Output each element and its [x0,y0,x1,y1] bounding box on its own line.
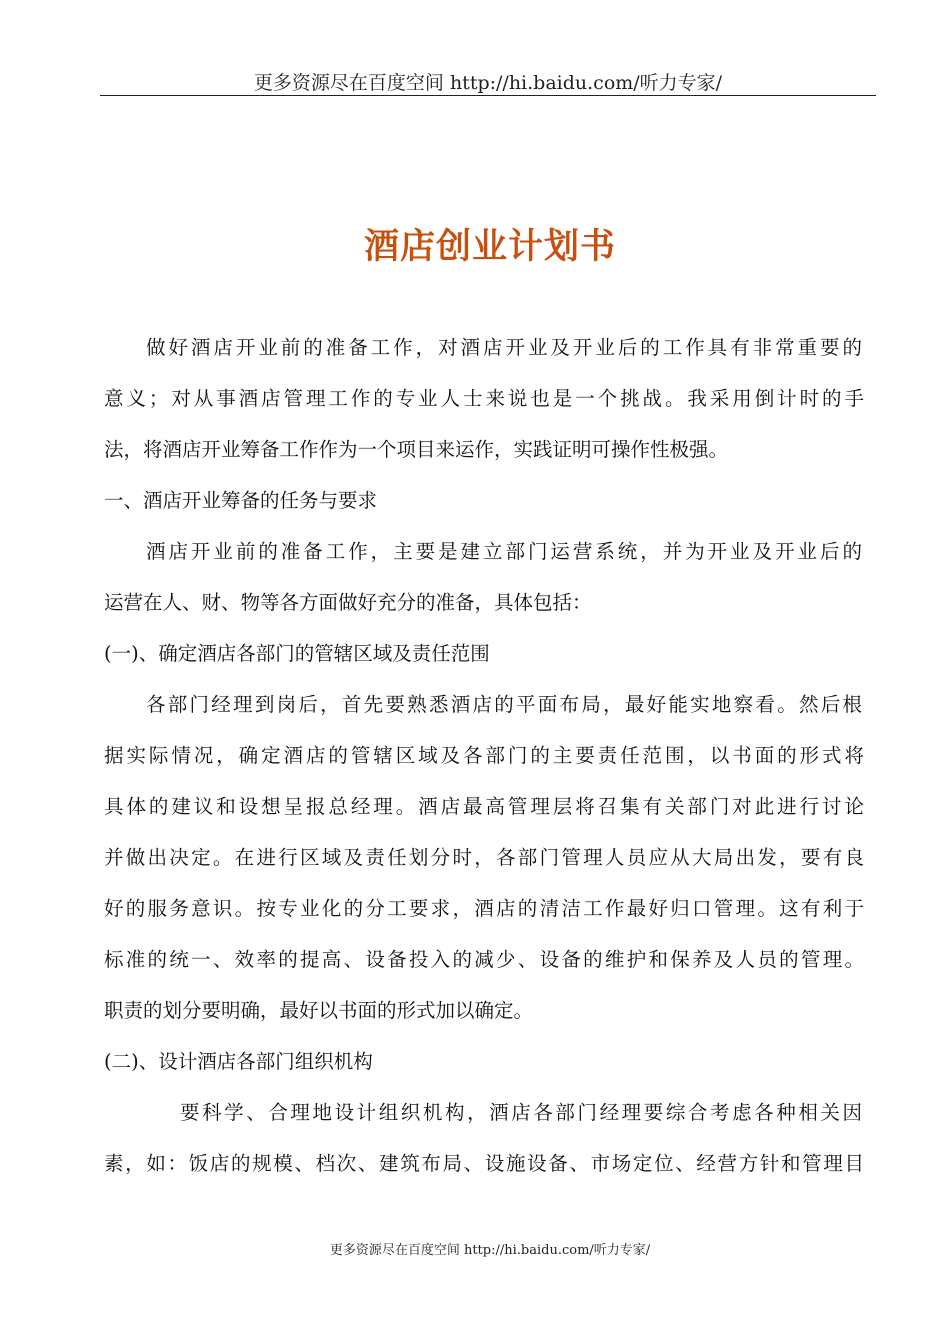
paragraph-line: 运营在人、财、物等各方面做好充分的准备，具体包括： [104,591,592,614]
paragraph-line: 意义；对从事酒店管理工作的专业人士来说也是一个挑战。我采用倒计时的手 [104,387,864,410]
page-footer: 更多资源尽在百度空间 http://hi.baidu.com/听力专家/ [329,1243,651,1258]
subsection-heading: (一)、确定酒店各部门的管辖区域及责任范围 [104,642,490,665]
paragraph-line: 素，如：饭店的规模、档次、建筑布局、设施设备、市场定位、经营方针和管理目 [104,1152,864,1175]
paragraph-line: 具体的建议和设想呈报总经理。酒店最高管理层将召集有关部门对此进行讨论 [104,795,864,818]
paragraph-line: 各部门经理到岗后，首先要熟悉酒店的平面布局，最好能实地察看。然后根 [146,693,862,716]
page-header: 更多资源尽在百度空间 http://hi.baidu.com/听力专家/ [253,72,723,94]
subsection-heading: (二)、设计酒店各部门组织机构 [104,1050,373,1073]
paragraph-line: 标准的统一、效率的提高、设备投入的减少、设备的维护和保养及人员的管理。 [104,948,864,971]
paragraph-line: 据实际情况，确定酒店的管辖区域及各部门的主要责任范围，以书面的形式将 [104,744,864,767]
paragraph-line: 酒店开业前的准备工作，主要是建立部门运营系统，并为开业及开业后的 [146,540,862,563]
header-divider [100,95,876,96]
paragraph-line: 并做出决定。在进行区域及责任划分时，各部门管理人员应从大局出发，要有良 [104,846,864,869]
document-title: 酒店创业计划书 [363,227,616,267]
paragraph-line: 好的服务意识。按专业化的分工要求，酒店的清洁工作最好归口管理。这有利于 [104,897,864,920]
paragraph-line: 法，将酒店开业筹备工作作为一个项目来运作，实践证明可操作性极强。 [104,438,729,461]
paragraph-line: 职责的划分要明确，最好以书面的形式加以确定。 [104,999,534,1022]
paragraph-line: 做好酒店开业前的准备工作，对酒店开业及开业后的工作具有非常重要的 [146,336,862,359]
section-heading: 一、酒店开业筹备的任务与要求 [104,489,378,512]
paragraph-line: 要科学、合理地设计组织机构，酒店各部门经理要综合考虑各种相关因 [180,1101,862,1124]
